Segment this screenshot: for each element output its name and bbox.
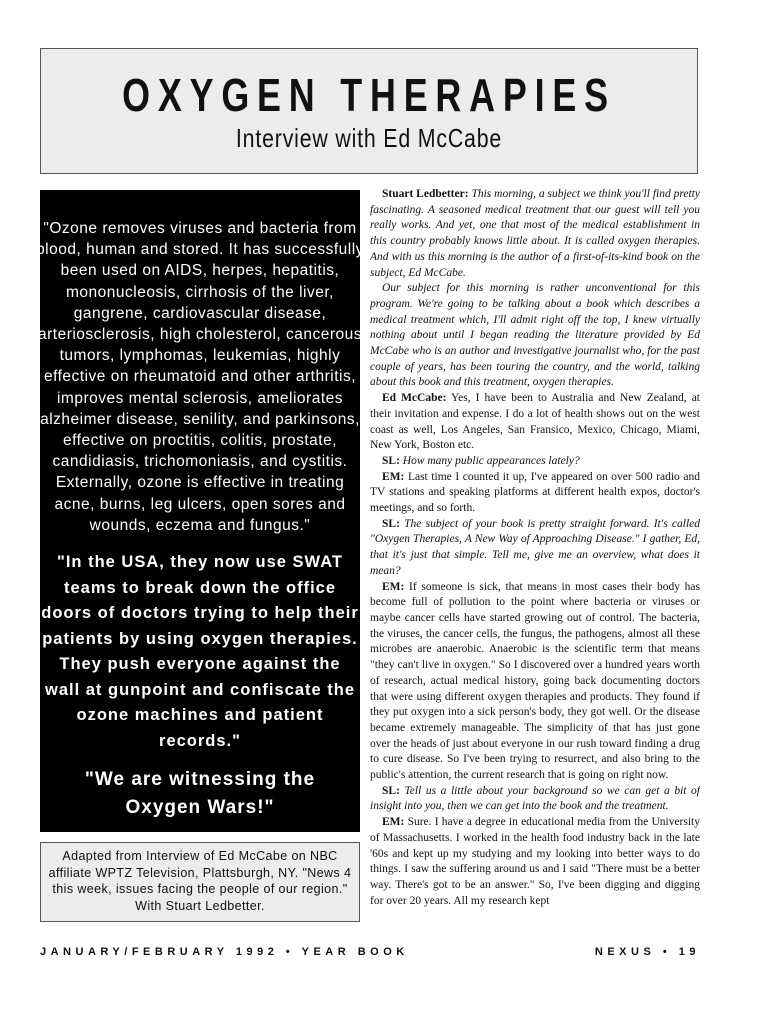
article-subtitle: Interview with Ed McCabe [235, 123, 503, 153]
speaker-label: EM: [382, 816, 405, 829]
title-box [40, 48, 698, 174]
speaker-label: SL: [382, 517, 400, 530]
paragraph [370, 815, 700, 909]
paragraph-text: Our subject for this morning is rather unconventional for this program. We're going to be talking about a book which describes a medical treatment which, I'll admit right off the top, I knew virtually nothing about until I began reading the literature provided by Ed McCabe who is an author and investigative journalist who, for the past couple of years, has been touring the country, and the world, talking about this book and this treatment, oxygen therapies. [370, 282, 700, 389]
issue-date-footer: JANUARY/FEBRUARY 1992 • YEAR BOOK [40, 946, 409, 958]
paragraph [370, 517, 700, 580]
paragraph [370, 454, 700, 470]
paragraph [370, 784, 700, 815]
paragraph [370, 391, 700, 454]
paragraph-text: Last time I counted it up, I've appeared on over 500 radio and TV stations and speaking platforms at different health expos, doctor's meetings, and so forth. [370, 470, 700, 515]
paragraph [370, 580, 700, 784]
interview-text [370, 187, 700, 922]
paragraph [370, 281, 700, 391]
speaker-label: Stuart Ledbetter: [382, 188, 469, 200]
article-title: OXYGEN THERAPIES [122, 69, 616, 121]
paragraph-text: Tell us a little about your background so we can get a bit of insight into you, then we can get into the book and the treatment. [370, 784, 700, 813]
speaker-label: Ed McCabe: [382, 392, 447, 405]
paragraph-text: Yes, I have been to Australia and New Zealand, at their invitation and expense. I do a lot of health shows out on the west coast as well, Los Angeles, San Fransico, Mexico, Chicago, Miami, New York, Boston etc. [370, 392, 700, 452]
speaker-label: EM: [382, 470, 405, 483]
ozone-quote: "Ozone removes viruses and bacteria from blood, human and stored. It has successfully been used on AIDS, herpes, hepatitis, mononucleosis, cirrhosis of the liver, gangrene, cardiovascular disease, arteriosclerosis, high cholesterol, cancerous tumors, lymphomas, leukemias, highly effective on rheumatoid and other arthritis, improves mental sclerosis, ameliorates alzheimer disease, senility, and parkinsons, effective on proctitis, colitis, prostate, candidiasis, trichomoniasis, and cystitis. Externally, ozone is effective in treating acne, burns, leg ulcers, open sores and wounds, eczema and fungus." [36, 220, 364, 534]
speaker-label: SL: [382, 784, 400, 797]
paragraph-text: The subject of your book is pretty straight forward. It's called "Oxygen Therapies, A New Way of Approaching Disease." I gather, Ed, that it's just that simple. Tell me, give me an overview, what does it mean? [370, 517, 700, 577]
oxygen-wars-quote: "We are witnessing the Oxygen Wars!" [84, 769, 316, 819]
source-caption: Adapted from Interview of Ed McCabe on NBC affiliate WPTZ Television, Plattsburgh, NY. "News 4 this week, issues facing the people of our region." With Stuart Ledbetter. [40, 842, 360, 922]
paragraph [370, 470, 700, 517]
paragraph [370, 187, 700, 281]
swat-quote: "In the USA, they now use SWAT teams to break down the office doors of doctors trying to help their patients by using oxygen therapies. They push everyone against the wall at gunpoint and confiscate the ozone machines and patient records." [41, 553, 359, 750]
paragraph-text: This morning, a subject we think you'll find pretty fascinating. A seasoned medical treatment that our guest will tell you really works. And yet, one that most of the medical establishment in this country probably knows little about. It is called oxygen therapies. And with us this morning is the author of a first-of-its-kind book on the subject, Ed McCabe. [370, 188, 700, 279]
paragraph-text: How many public appearances lately? [399, 454, 580, 467]
page-number-footer: NEXUS • 19 [594, 946, 700, 958]
paragraph-text: Sure. I have a degree in educational media from the University of Massachusetts. I worked in the health food industry back in the late '60s and kept up my studying and my looking into better ways to do things. I saw the suffering around us and I said "There must be a better way. There's got to be an answer." So, I've been digging and digging for over 20 years. All my research kept [370, 816, 700, 907]
paragraph-text: If someone is sick, that means in most cases their body has become full of pollution to the point where bacteria or viruses or maybe cancer cells have started growing out of control. The bacteria, the viruses, the cancer cells, the fungus, the pathogens, almost all these microbes are anaerobic. Anaerobic is the scientific term that means "they can't live in oxygen." So I discovered over a hundred years worth of research, actual medical history, going back documenting doctors that were using different oxygen therapies and products. They found if they put oxygen into a sick person's body, they got well. Or the disease became extremely manageable. The simplicity of that has just gone over the heads of just about everyone in our rush toward finding a drug to cure disease. So I've been trying to resurrect, and also bring to the public's attention, the current research that is going on right now. [370, 580, 700, 782]
speaker-label: SL: [382, 454, 400, 467]
pull-quote-box [36, 190, 364, 832]
speaker-label: EM: [382, 580, 405, 593]
